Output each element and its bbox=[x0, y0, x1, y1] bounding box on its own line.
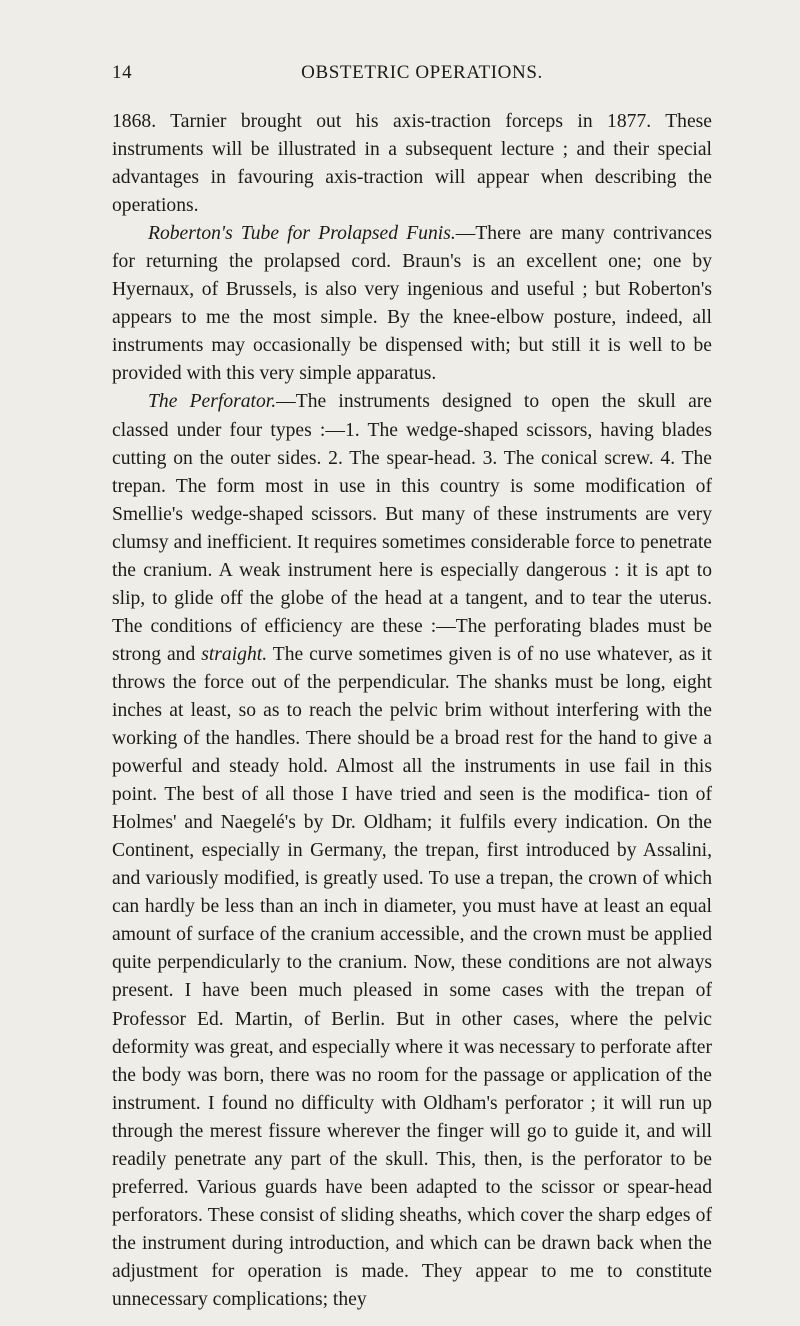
running-header bbox=[112, 62, 712, 92]
section-heading: The Perforator. bbox=[148, 391, 277, 413]
paragraph-perforator bbox=[112, 388, 712, 1314]
page-number: 14 bbox=[112, 62, 133, 83]
paragraph-text: —There are many contrivances for returning the prolapsed cord. Braun's is an excellent one; one by Hyernaux, of Brussels, is also very ingenious and useful ; but Roberton's appears to me the most simple. By the knee-elbow posture, indeed, all instruments may occasionally be dispensed with; but still it is well to be provided with this very simple apparatus. bbox=[112, 223, 713, 385]
paragraph-text: The curve sometimes given is of no use whatever, as it throws the force out of the perpendicular. The shanks must be long, eight inches at least, so as to reach the pelvic brim without interfering with the working of the handles. There should be a broad rest for the hand to give a powerful and steady hold. Almost all the instruments in use fail in this point. The best of all those I have tried and seen is the modifica- tion of Holmes' and Naegelé's by Dr. Oldham; it fulfils every indication. On the Continent, especially in Germany, the trepan, first introduced by Assalini, and variously modified, is greatly used. To use a trepan, the crown of which can hardly be less than an inch in diameter, you must have at least an equal amount of surface of the cranium accessible, and the crown must be applied quite perpendicularly to the cranium. Now, these conditions are not always present. I have been much pleased in some cases with the trepan of Professor Ed. Martin, of Berlin. But in other cases, where the pelvic deformity was great, and especially where it was necessary to perforate after the body was born, there was no room for the passage or application of the instrument. I found no difficulty with Oldham's perforator ; it will run up through the merest fissure wherever the finger will go to guide it, and will readily penetrate any part of the skull. This, then, is the perforator to be preferred. Various guards have been adapted to the scissor or spear-head perforators. These consist of sliding sheaths, which cover the sharp edges of the instrument during introduction, and which can be drawn back when the adjustment for operation is made. They appear to me to constitute unnecessary complications; they bbox=[112, 643, 713, 1310]
emphasis: straight. bbox=[201, 643, 268, 665]
paragraph-text: 1868. Tarnier brought out his axis-traction forceps in 1877. These instruments will be illustrated in a subsequent lecture ; and their special advantages in favouring axis-traction will appear when describing the operations. bbox=[112, 111, 712, 217]
paragraph-forceps bbox=[112, 108, 712, 220]
running-title: OBSTETRIC OPERATIONS. bbox=[301, 62, 543, 83]
paragraph-roberton-tube bbox=[112, 220, 712, 388]
section-heading: Roberton's Tube for Prolapsed Funis. bbox=[148, 223, 456, 245]
paragraph-text: —The instruments designed to open the skull are classed under four types :—1. The wedge-shaped scissors, having blades cutting on the outer sides. 2. The spear-head. 3. The conical screw. 4. The trepan. The form most in use in this country is some modification of Smellie's wedge-shaped scissors. But many of these instruments are very clumsy and inefficient. It requires sometimes considerable force to penetrate the cranium. A weak instrument here is especially dangerous : it is apt to slip, to glide off the globe of the head at a tangent, and to tear the uterus. The conditions of efficiency are these :—The perforating blades must be strong and bbox=[112, 391, 712, 665]
body-text bbox=[112, 108, 712, 1314]
